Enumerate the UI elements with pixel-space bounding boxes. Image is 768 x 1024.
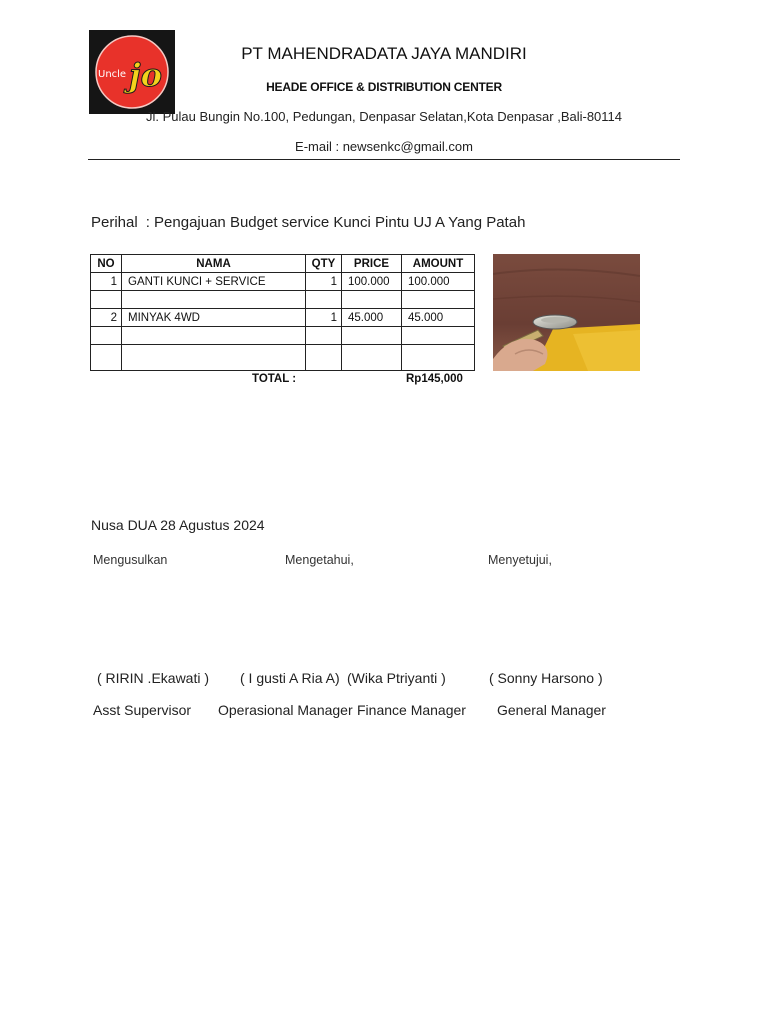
cell-price <box>342 291 402 309</box>
logo-text-big: jo <box>129 56 162 94</box>
signer-name-general-manager: ( Sonny Harsono ) <box>489 670 603 686</box>
cell-no: 1 <box>91 273 122 291</box>
company-name: PT MAHENDRADATA JAYA MANDIRI <box>241 44 527 63</box>
cell-qty <box>306 345 342 371</box>
role-proposed: Mengusulkan <box>93 553 168 567</box>
table-row <box>91 291 475 309</box>
lock-photo-graphic <box>493 254 640 371</box>
cell-price: 100.000 <box>342 273 402 291</box>
signer-name-operasional-manager: ( I gusti A Ria A) <box>240 670 340 686</box>
table-header-row <box>91 255 475 273</box>
cell-nama: GANTI KUNCI + SERVICE <box>122 273 306 291</box>
cell-amount <box>402 345 475 371</box>
header-divider <box>88 159 680 160</box>
budget-table <box>90 254 475 371</box>
company-email: E-mail : newsenkc@gmail.com <box>295 139 473 154</box>
col-amount-header: AMOUNT <box>402 255 475 273</box>
cell-amount: 100.000 <box>402 273 475 291</box>
office-name: HEADE OFFICE & DISTRIBUTION CENTER <box>266 80 502 94</box>
table-row <box>91 345 475 371</box>
cell-price: 45.000 <box>342 309 402 327</box>
cell-price <box>342 327 402 345</box>
cell-nama <box>122 345 306 371</box>
role-approved: Menyetujui, <box>488 553 552 567</box>
total-value: Rp145,000 <box>406 373 463 385</box>
cell-amount: 45.000 <box>402 309 475 327</box>
cell-qty: 1 <box>306 273 342 291</box>
cell-qty: 1 <box>306 309 342 327</box>
subject-text: : Pengajuan Budget service Kunci Pintu UJ A Yang Patah <box>145 214 526 231</box>
cell-price <box>342 345 402 371</box>
signer-name-asst-supervisor: ( RIRIN .Ekawati ) <box>97 670 210 686</box>
signer-name-finance-manager: (Wika Ptriyanti ) <box>347 670 446 686</box>
place-date: Nusa DUA 28 Agustus 2024 <box>91 517 265 533</box>
total-label: TOTAL : <box>252 373 297 385</box>
subject-label: Perihal <box>91 214 138 231</box>
company-logo <box>89 30 175 114</box>
cell-no <box>91 345 122 371</box>
cell-no <box>91 327 122 345</box>
cell-no: 2 <box>91 309 122 327</box>
signer-title-general-manager: General Manager <box>497 702 606 718</box>
cell-amount <box>402 291 475 309</box>
logo-graphic <box>89 30 175 114</box>
signer-title-finance-manager: Finance Manager <box>357 702 466 718</box>
table-row <box>91 273 475 291</box>
cell-nama <box>122 327 306 345</box>
cell-nama <box>122 291 306 309</box>
col-price-header: PRICE <box>342 255 402 273</box>
logo-text-small: Uncle <box>98 69 127 80</box>
role-acknowledged: Mengetahui, <box>285 553 354 567</box>
cell-qty <box>306 327 342 345</box>
table-row <box>91 327 475 345</box>
cell-qty <box>306 291 342 309</box>
col-no-header: NO <box>91 255 122 273</box>
signer-title-asst-supervisor: Asst Supervisor <box>93 702 192 718</box>
subject-line <box>91 214 525 231</box>
cell-nama: MINYAK 4WD <box>122 309 306 327</box>
cell-no <box>91 291 122 309</box>
table-row <box>91 309 475 327</box>
lock-photo <box>493 254 640 371</box>
col-qty-header: QTY <box>306 255 342 273</box>
col-nama-header: NAMA <box>122 255 306 273</box>
cell-amount <box>402 327 475 345</box>
company-address: Jl. Pulau Bungin No.100, Pedungan, Denpasar Selatan,Kota Denpasar ,Bali-80114 <box>145 109 623 124</box>
signer-title-operasional-manager: Operasional Manager <box>218 702 353 718</box>
